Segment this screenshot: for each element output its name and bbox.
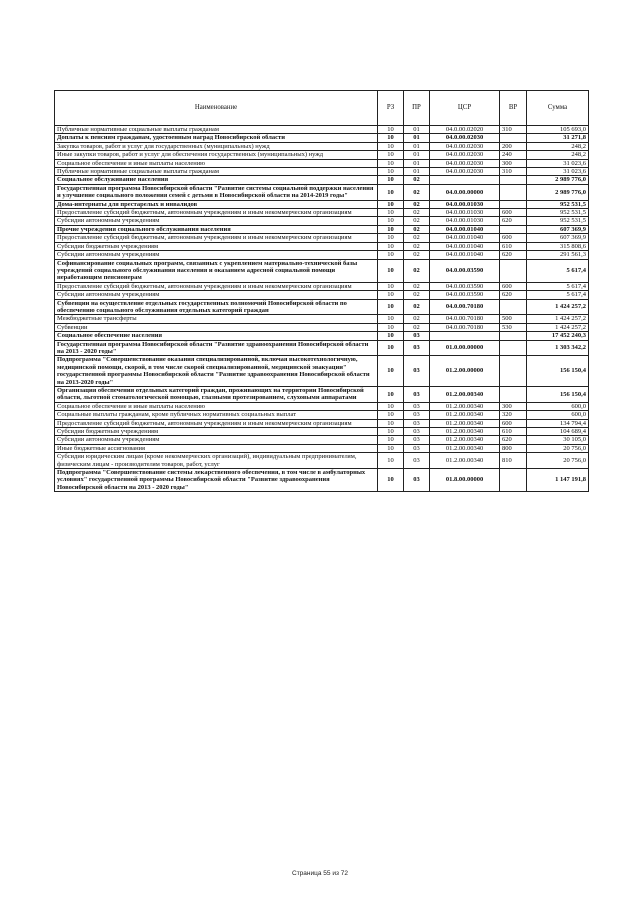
table-row	[55, 436, 589, 444]
cell-name: Субвенции	[55, 323, 378, 331]
cell-rz: 10	[378, 436, 404, 444]
table-row	[55, 469, 589, 492]
cell-pr: 02	[404, 282, 430, 290]
cell-pr: 03	[404, 444, 430, 452]
cell-sum: 5 617,4	[527, 282, 589, 290]
cell-rz: 10	[378, 428, 404, 436]
cell-sum: 952 531,5	[527, 200, 589, 208]
cell-name: Субсидии бюджетным учреждениям	[55, 242, 378, 250]
cell-rz: 10	[378, 299, 404, 315]
cell-rz: 10	[378, 291, 404, 299]
cell-name: Дома-интернаты для престарелых и инвалидов	[55, 200, 378, 208]
cell-pr: 01	[404, 134, 430, 142]
cell-sum: 952 531,5	[527, 209, 589, 217]
cell-sum: 156 150,4	[527, 356, 589, 387]
cell-vr	[500, 356, 527, 387]
cell-vr	[500, 184, 527, 200]
cell-rz: 10	[378, 387, 404, 403]
cell-csr: 04.0.00.01040	[430, 251, 500, 259]
cell-rz: 10	[378, 134, 404, 142]
table-row	[55, 142, 589, 150]
cell-name: Субсидии автономным учреждениям	[55, 251, 378, 259]
table-row	[55, 453, 589, 469]
cell-name: Социальное обслуживание населения	[55, 176, 378, 184]
cell-csr: 04.0.00.01040	[430, 242, 500, 250]
cell-csr: 04.0.00.02030	[430, 168, 500, 176]
cell-csr: 01.2.00.00340	[430, 436, 500, 444]
cell-name: Социальное обеспечение населения	[55, 332, 378, 340]
cell-pr: 02	[404, 234, 430, 242]
cell-sum: 17 452 240,3	[527, 332, 589, 340]
cell-csr: 04.0.00.02030	[430, 134, 500, 142]
cell-csr: 04.0.00.03590	[430, 291, 500, 299]
cell-csr: 01.2.00.00340	[430, 411, 500, 419]
cell-pr: 02	[404, 200, 430, 208]
cell-rz: 10	[378, 242, 404, 250]
cell-csr: 01.0.00.00000	[430, 340, 500, 356]
cell-vr: 610	[500, 242, 527, 250]
table-row	[55, 168, 589, 176]
cell-vr	[500, 225, 527, 233]
cell-vr: 620	[500, 291, 527, 299]
cell-csr: 04.0.00.00000	[430, 184, 500, 200]
cell-vr	[500, 299, 527, 315]
table-row	[55, 242, 589, 250]
cell-pr: 01	[404, 168, 430, 176]
cell-rz: 10	[378, 411, 404, 419]
cell-name: Предоставление субсидий бюджетным, автономным учреждениям и иным некоммерческим организациям	[55, 234, 378, 242]
table-row	[55, 151, 589, 159]
table-row	[55, 419, 589, 427]
header-vr: ВР	[500, 91, 527, 126]
cell-sum: 952 531,5	[527, 217, 589, 225]
cell-vr: 310	[500, 126, 527, 134]
cell-name: Прочие учреждения социального обслуживания населения	[55, 225, 378, 233]
cell-sum: 248,2	[527, 142, 589, 150]
cell-sum: 315 808,6	[527, 242, 589, 250]
cell-name: Субсидии автономным учреждениям	[55, 217, 378, 225]
table-row	[55, 184, 589, 200]
table-row	[55, 134, 589, 142]
cell-vr: 600	[500, 234, 527, 242]
cell-sum: 1 147 191,8	[527, 469, 589, 492]
cell-name: Субсидии юридическим лицам (кроме некоммерческих организаций), индивидуальным предпринимателям, физическим лицам - производителям товаров, работ, услуг	[55, 453, 378, 469]
cell-csr: 04.0.00.01030	[430, 217, 500, 225]
cell-rz: 10	[378, 209, 404, 217]
cell-csr: 01.2.00.00340	[430, 428, 500, 436]
cell-name: Субсидии автономным учреждениям	[55, 291, 378, 299]
cell-sum: 600,0	[527, 411, 589, 419]
cell-name: Доплаты к пенсиям гражданам, удостоенным наград Новосибирской области	[55, 134, 378, 142]
cell-rz: 10	[378, 126, 404, 134]
cell-vr: 300	[500, 402, 527, 410]
cell-vr	[500, 200, 527, 208]
cell-sum: 105 693,0	[527, 126, 589, 134]
cell-csr: 01.2.00.00340	[430, 453, 500, 469]
cell-vr: 600	[500, 419, 527, 427]
cell-sum: 607 369,9	[527, 225, 589, 233]
table-row	[55, 291, 589, 299]
cell-pr: 02	[404, 299, 430, 315]
cell-name: Социальное обеспечение и иные выплаты населению	[55, 402, 378, 410]
cell-name: Межбюджетные трансферты	[55, 315, 378, 323]
cell-csr: 04.0.00.01040	[430, 234, 500, 242]
table-row	[55, 428, 589, 436]
cell-csr: 04.0.00.01030	[430, 200, 500, 208]
cell-sum: 1 424 257,2	[527, 299, 589, 315]
cell-sum: 1 424 257,2	[527, 323, 589, 331]
cell-pr: 03	[404, 436, 430, 444]
cell-rz: 10	[378, 402, 404, 410]
header-csr: ЦСР	[430, 91, 500, 126]
cell-pr: 03	[404, 428, 430, 436]
table-row	[55, 402, 589, 410]
cell-vr	[500, 134, 527, 142]
table-row	[55, 282, 589, 290]
cell-sum: 248,2	[527, 151, 589, 159]
cell-rz: 10	[378, 184, 404, 200]
cell-pr: 02	[404, 184, 430, 200]
table-row	[55, 217, 589, 225]
cell-sum: 600,0	[527, 402, 589, 410]
table-body	[55, 126, 589, 492]
cell-vr: 600	[500, 282, 527, 290]
table-row	[55, 356, 589, 387]
cell-pr: 02	[404, 251, 430, 259]
cell-sum: 156 150,4	[527, 387, 589, 403]
cell-rz: 10	[378, 340, 404, 356]
cell-sum: 2 989 776,0	[527, 184, 589, 200]
cell-rz: 10	[378, 453, 404, 469]
cell-csr: 01.2.00.00000	[430, 356, 500, 387]
cell-sum: 104 689,4	[527, 428, 589, 436]
cell-sum: 31 023,6	[527, 168, 589, 176]
cell-pr: 03	[404, 340, 430, 356]
budget-table	[54, 90, 589, 492]
cell-sum: 1 424 257,2	[527, 315, 589, 323]
cell-csr: 01.2.00.00340	[430, 419, 500, 427]
cell-name: Иные бюджетные ассигнования	[55, 444, 378, 452]
cell-vr: 530	[500, 323, 527, 331]
table-row	[55, 315, 589, 323]
cell-rz: 10	[378, 444, 404, 452]
cell-csr: 04.0.00.02030	[430, 142, 500, 150]
cell-sum: 31 023,6	[527, 159, 589, 167]
cell-pr: 01	[404, 126, 430, 134]
table-row	[55, 387, 589, 403]
page-number: Страница 55 из 72	[292, 870, 348, 877]
cell-pr: 02	[404, 209, 430, 217]
cell-name: Подпрограмма "Совершенствование оказания специализированной, включая высокотехнологичную, медицинской помощи, скорой, в том числе скорой специализированной, медицинской эвакуации" государственной программы Новосибирской области "Развитие здравоохранения Новосибирской области на 2013-2020 годы"	[55, 356, 378, 387]
table-row	[55, 176, 589, 184]
cell-vr: 600	[500, 209, 527, 217]
cell-name: Субсидии бюджетным учреждениям	[55, 428, 378, 436]
cell-pr: 02	[404, 217, 430, 225]
cell-rz: 10	[378, 151, 404, 159]
table-row	[55, 159, 589, 167]
cell-name: Государственная программа Новосибирской области "Развитие здравоохранения Новосибирской области на 2013 - 2020 годы"	[55, 340, 378, 356]
cell-name: Организация обеспечения отдельных категорий граждан, проживающих на территории Новосибирской области, льготной стоматологической помощью, глазными протезированием, слуховыми аппаратами	[55, 387, 378, 403]
cell-vr: 800	[500, 444, 527, 452]
cell-vr: 620	[500, 217, 527, 225]
cell-sum: 5 617,4	[527, 259, 589, 282]
cell-csr: 04.0.00.03590	[430, 282, 500, 290]
cell-sum: 134 794,4	[527, 419, 589, 427]
cell-rz: 10	[378, 225, 404, 233]
table-row	[55, 299, 589, 315]
table-row	[55, 444, 589, 452]
cell-rz: 10	[378, 234, 404, 242]
cell-vr	[500, 259, 527, 282]
cell-rz: 10	[378, 168, 404, 176]
cell-rz: 10	[378, 419, 404, 427]
cell-pr: 01	[404, 159, 430, 167]
cell-rz: 10	[378, 323, 404, 331]
cell-vr: 240	[500, 151, 527, 159]
header-rz: РЗ	[378, 91, 404, 126]
cell-vr	[500, 340, 527, 356]
cell-vr: 610	[500, 428, 527, 436]
cell-name: Государственная программа Новосибирской области "Развитие системы социальной поддержки населения и улучшение социального положения семей с детьми в Новосибирской области на 2014-2019 годы"	[55, 184, 378, 200]
header-name: Наименование	[55, 91, 378, 126]
cell-csr	[430, 176, 500, 184]
cell-sum: 1 303 342,2	[527, 340, 589, 356]
cell-rz: 10	[378, 469, 404, 492]
cell-vr: 620	[500, 436, 527, 444]
table-row	[55, 200, 589, 208]
table-row	[55, 126, 589, 134]
cell-vr: 810	[500, 453, 527, 469]
cell-rz: 10	[378, 356, 404, 387]
cell-name: Субсидии автономным учреждениям	[55, 436, 378, 444]
cell-pr: 03	[404, 356, 430, 387]
cell-sum: 20 756,0	[527, 453, 589, 469]
cell-pr: 03	[404, 332, 430, 340]
table-row	[55, 411, 589, 419]
cell-pr: 02	[404, 176, 430, 184]
table-row	[55, 234, 589, 242]
cell-name: Публичные нормативные социальные выплаты гражданам	[55, 168, 378, 176]
cell-rz: 10	[378, 200, 404, 208]
cell-pr: 03	[404, 402, 430, 410]
cell-rz: 10	[378, 259, 404, 282]
cell-csr: 04.0.00.70180	[430, 315, 500, 323]
cell-pr: 03	[404, 453, 430, 469]
cell-pr: 01	[404, 142, 430, 150]
cell-csr: 01.2.00.00340	[430, 444, 500, 452]
cell-csr: 04.0.00.70180	[430, 299, 500, 315]
cell-vr: 320	[500, 411, 527, 419]
cell-vr	[500, 387, 527, 403]
cell-sum: 607 369,9	[527, 234, 589, 242]
header-sum: Сумма	[527, 91, 589, 126]
cell-sum: 31 271,8	[527, 134, 589, 142]
cell-name: Социальные выплаты гражданам, кроме публичных нормативных социальных выплат	[55, 411, 378, 419]
cell-pr: 03	[404, 419, 430, 427]
cell-csr	[430, 332, 500, 340]
cell-name: Иные закупки товаров, работ и услуг для обеспечения государственных (муниципальных) нужд	[55, 151, 378, 159]
cell-csr: 04.0.00.01040	[430, 225, 500, 233]
cell-name: Предоставление субсидий бюджетным, автономным учреждениям и иным некоммерческим организациям	[55, 209, 378, 217]
cell-name: Предоставление субсидий бюджетным, автономным учреждениям и иным некоммерческим организациям	[55, 282, 378, 290]
cell-pr: 03	[404, 469, 430, 492]
cell-name: Публичные нормативные социальные выплаты гражданам	[55, 126, 378, 134]
cell-pr: 03	[404, 411, 430, 419]
cell-vr: 300	[500, 159, 527, 167]
cell-csr: 04.0.00.02030	[430, 151, 500, 159]
cell-name: Социальное обеспечение и иные выплаты населению	[55, 159, 378, 167]
table-row	[55, 209, 589, 217]
cell-sum: 5 617,4	[527, 291, 589, 299]
cell-vr: 310	[500, 168, 527, 176]
cell-pr: 02	[404, 291, 430, 299]
cell-rz: 10	[378, 142, 404, 150]
cell-name: Подпрограмма "Совершенствование системы лекарственного обеспечения, в том числе в амбулаторных условиях" государственной программы Новосибирской области "Развитие здравоохранения Новосибирской области на 2013 - 2020 годы"	[55, 469, 378, 492]
table-row	[55, 332, 589, 340]
cell-vr: 200	[500, 142, 527, 150]
cell-csr: 01.2.00.00340	[430, 402, 500, 410]
cell-pr: 02	[404, 259, 430, 282]
cell-rz: 10	[378, 217, 404, 225]
cell-rz: 10	[378, 315, 404, 323]
cell-name: Софинансирование социальных программ, связанных с укреплением материально-технической базы учреждений социального обслуживания населения и оказанием адресной социальной помощи неработающим пенсионерам	[55, 259, 378, 282]
cell-pr: 03	[404, 387, 430, 403]
cell-name: Закупка товаров, работ и услуг для государственных (муниципальных) нужд	[55, 142, 378, 150]
cell-rz: 10	[378, 176, 404, 184]
cell-vr	[500, 469, 527, 492]
cell-vr	[500, 176, 527, 184]
cell-pr: 01	[404, 151, 430, 159]
cell-vr: 620	[500, 251, 527, 259]
cell-rz: 10	[378, 332, 404, 340]
cell-pr: 02	[404, 323, 430, 331]
cell-rz: 10	[378, 251, 404, 259]
cell-csr: 04.0.00.02020	[430, 126, 500, 134]
table-row	[55, 225, 589, 233]
cell-rz: 10	[378, 282, 404, 290]
cell-sum: 2 989 776,0	[527, 176, 589, 184]
header-pr: ПР	[404, 91, 430, 126]
cell-csr: 01.8.00.00000	[430, 469, 500, 492]
cell-csr: 04.0.00.70180	[430, 323, 500, 331]
cell-pr: 02	[404, 315, 430, 323]
cell-pr: 02	[404, 242, 430, 250]
cell-sum: 30 105,0	[527, 436, 589, 444]
cell-vr	[500, 332, 527, 340]
cell-sum: 291 561,3	[527, 251, 589, 259]
cell-csr: 01.2.00.00340	[430, 387, 500, 403]
cell-sum: 20 756,0	[527, 444, 589, 452]
table-header	[55, 91, 589, 126]
cell-csr: 04.0.00.03590	[430, 259, 500, 282]
table-row	[55, 251, 589, 259]
cell-name: Субвенции на осуществление отдельных государственных полномочий Новосибирской области по обеспечению социального обслуживания отдельных категорий граждан	[55, 299, 378, 315]
cell-vr: 500	[500, 315, 527, 323]
cell-pr: 02	[404, 225, 430, 233]
cell-csr: 04.0.00.02030	[430, 159, 500, 167]
table-row	[55, 259, 589, 282]
cell-rz: 10	[378, 159, 404, 167]
cell-name: Предоставление субсидий бюджетным, автономным учреждениям и иным некоммерческим организациям	[55, 419, 378, 427]
table-row	[55, 340, 589, 356]
cell-csr: 04.0.00.01030	[430, 209, 500, 217]
table-row	[55, 323, 589, 331]
